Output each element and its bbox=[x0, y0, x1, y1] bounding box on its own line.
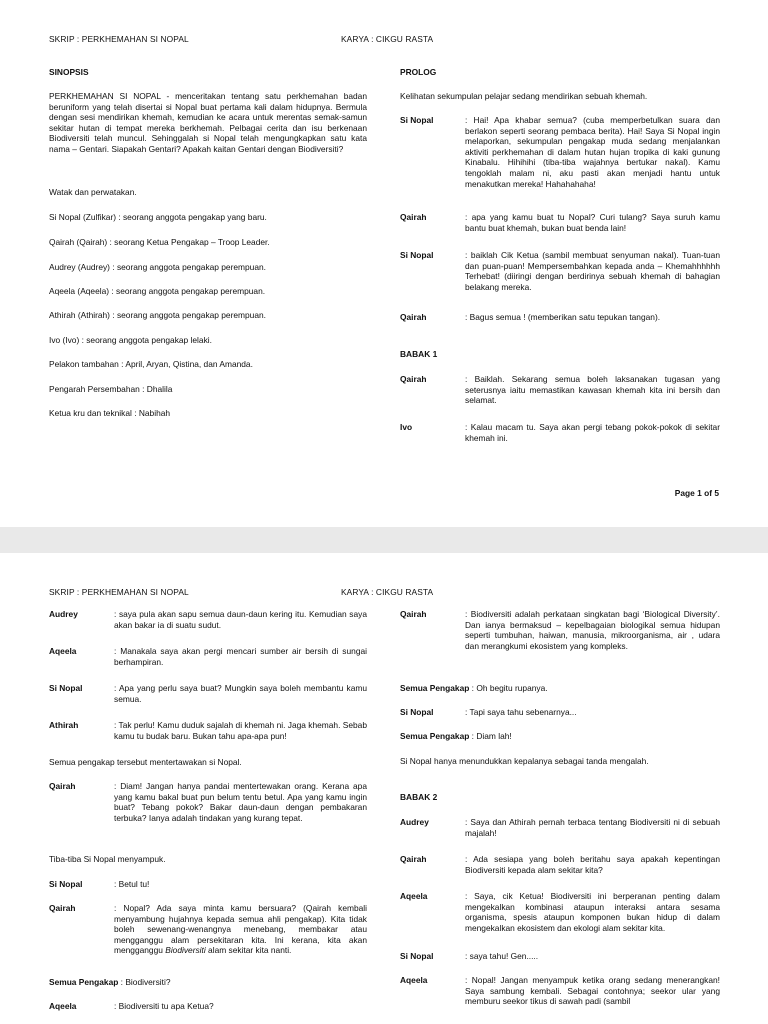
speaker-name: Qairah bbox=[400, 609, 427, 619]
babak-1-heading: BABAK 1 bbox=[400, 349, 438, 359]
character-list-intro: Watak dan perwatakan. bbox=[49, 187, 137, 197]
speech-text bbox=[114, 903, 367, 956]
speaker-name: Si Nopal bbox=[49, 683, 83, 693]
character-ivo: Ivo (Ivo) : seorang anggota pengakap lelaki. bbox=[49, 335, 212, 345]
dialogue-line bbox=[400, 975, 720, 1007]
speech-text: : saya pula akan sapu semua daun-daun kering itu. Kemudian saya akan bakar ia di suatu sudut. bbox=[114, 609, 367, 630]
page2-right-column bbox=[400, 609, 720, 1021]
header-script-title: SKRIP : PERKHEMAHAN SI NOPAL bbox=[49, 34, 189, 44]
crew-head: Ketua kru dan teknikal : Nabihah bbox=[49, 408, 171, 418]
dialogue-line bbox=[400, 817, 720, 838]
speaker-name: Ivo bbox=[400, 422, 413, 432]
speech-text: : Tak perlu! Kamu duduk sajalah di khemah ni. Jaga khemah. Sebab kamu tu budak baru. Bukan tahu apa-apa pun! bbox=[114, 720, 367, 741]
dialogue-line bbox=[400, 707, 720, 718]
header-author: KARYA : CIKGU RASTA bbox=[341, 587, 434, 597]
speaker-name: Si Nopal bbox=[400, 115, 434, 125]
dialogue-line bbox=[400, 683, 720, 694]
speech-text: : Biodiversiti adalah perkataan singkatan bagi ‘Biological Diversity’. Dan ianya bermaksud – kepelbagaian biologikal semua hidupan seperti tumbuhan, haiwan, manusia, mikroorganisma, air , udara dan merangkumi ekosistem yang kompleks. bbox=[465, 609, 720, 651]
speaker-name: Aqeela bbox=[49, 1001, 77, 1011]
dialogue-line bbox=[49, 781, 367, 823]
speech-text: : Baiklah. Sekarang semua boleh laksanakan tugasan yang seterusnya iaitu memastikan kawasan khemah kita ini bersih dan selamat. bbox=[465, 374, 720, 406]
dialogue-line bbox=[49, 683, 367, 704]
speech-text: : saya tahu! Gen..... bbox=[465, 951, 539, 961]
speaker-name: Qairah bbox=[400, 212, 427, 222]
speaker-name: Qairah bbox=[400, 374, 427, 384]
header-author: KARYA : CIKGU RASTA bbox=[341, 34, 434, 44]
speaker-name: Qairah bbox=[49, 903, 76, 913]
character-aqeela: Aqeela (Aqeela) : seorang anggota pengakap perempuan. bbox=[49, 286, 266, 296]
dialogue-line bbox=[400, 212, 720, 233]
speaker-name: Si Nopal bbox=[400, 951, 434, 961]
speaker-name: Si Nopal bbox=[400, 707, 434, 717]
extra-actors: Pelakon tambahan : April, Aryan, Qistina, dan Amanda. bbox=[49, 359, 253, 369]
dialogue-line bbox=[49, 720, 367, 741]
dialogue-line bbox=[400, 250, 720, 292]
speaker-name: Athirah bbox=[49, 720, 79, 730]
speaker-name: Aqeela bbox=[400, 975, 428, 985]
dialogue-line bbox=[400, 731, 720, 742]
speaker-name: Aqeela bbox=[49, 646, 77, 656]
dialogue-line bbox=[49, 1001, 367, 1012]
speaker-name: Qairah bbox=[400, 312, 427, 322]
dialogue-line bbox=[49, 609, 367, 630]
dialogue-line bbox=[400, 115, 720, 189]
dialogue-line bbox=[49, 977, 367, 988]
dialogue-line bbox=[400, 374, 720, 406]
dialogue-line bbox=[49, 646, 367, 667]
emphasis-biodiversiti: Biodiversiti bbox=[165, 945, 206, 956]
character-athirah: Athirah (Athirah) : seorang anggota pengakap perempuan. bbox=[49, 310, 266, 320]
dialogue-line bbox=[400, 891, 720, 933]
speech-text: : Diam lah! bbox=[469, 731, 512, 741]
speech-text: : Saya, cik Ketua! Biodiversiti ini berperanan penting dalam mengekalkan kombinasi ataupun interaksi antara sesama organisma, spesis ataupun komponen bukan hidup di dalam mengekalkan ekosistem dan ekologi alam sekitar kita. bbox=[465, 891, 720, 933]
dialogue-line bbox=[400, 854, 720, 875]
stage-direction: Semua pengakap tersebut mentertawakan si Nopal. bbox=[49, 757, 242, 767]
speaker-name: Si Nopal bbox=[400, 250, 434, 260]
speaker-name: Audrey bbox=[400, 817, 429, 827]
page2-left-column bbox=[49, 609, 367, 1021]
speech-text: : Tapi saya tahu sebenarnya... bbox=[465, 707, 577, 717]
dialogue-line bbox=[400, 609, 720, 651]
speech-text: : Betul tu! bbox=[114, 879, 150, 889]
speech-text: : Biodiversiti? bbox=[118, 977, 171, 987]
speech-text-part: : Nopal? Ada saya minta kamu bersuara? (Qairah kembali menyambung hujahnya kepada semua ahli pengakap). Kita tidak boleh sewenang-wenangnya menebang, membakar atau mengganggu alam persekitaran kita. Ini kerana, kita akan mengganggu bbox=[114, 903, 367, 956]
dialogue-line bbox=[400, 312, 720, 323]
speech-text: : Ada sesiapa yang boleh beritahu saya apakah kepentingan Biodiversiti kepada alam sekitar kita? bbox=[465, 854, 720, 875]
speech-text: : Oh begitu rupanya. bbox=[469, 683, 548, 693]
speech-text: : Nopal! Jangan menyampuk ketika orang sedang menerangkan! Saya sambung kembali. Sebagai contohnya; seekor ular yang memburu seekor tikus di sawah padi (sambil bbox=[465, 975, 720, 1007]
speech-text: : Bagus semua ! (memberikan satu tepukan tangan). bbox=[465, 312, 661, 322]
speaker-name: Semua Pengakap bbox=[400, 683, 470, 693]
prolog-heading: PROLOG bbox=[400, 67, 437, 77]
dialogue-line bbox=[400, 951, 720, 962]
prolog-column bbox=[400, 67, 720, 447]
director: Pengarah Persembahan : Dhalila bbox=[49, 384, 173, 394]
document-page-2 bbox=[0, 553, 768, 1024]
speaker-name: Audrey bbox=[49, 609, 78, 619]
stage-direction: Tiba-tiba Si Nopal menyampuk. bbox=[49, 854, 166, 864]
speech-text-part: alam sekitar kita nanti. bbox=[205, 945, 292, 956]
speaker-name: Semua Pengakap bbox=[400, 731, 470, 741]
header-script-title: SKRIP : PERKHEMAHAN SI NOPAL bbox=[49, 587, 189, 597]
speech-text: : apa yang kamu buat tu Nopal? Curi tulang? Saya suruh kamu bantu buat khemah, bukan buat benda lain! bbox=[465, 212, 720, 233]
synopsis-text: PERKHEMAHAN SI NOPAL - menceritakan tentang satu perkhemahan badan beruniform yang telah disertai si Nopal buat pertama kali dalam hidupnya. Bermula dengan sesi mendirikan khemah, kemudian ke acara untuk merentas semak-samun sekitar hutan di tempat mereka berkhemah. Pelbagai cerita dan isu berkenaan Biodiversiti telah muncul. Sehinggalah si Nopal telah mengungkapkan satu kata nama – Gentari. Siapakah Gentari? Apakah kaitan Gentari dengan Biodiversiti? bbox=[49, 91, 367, 154]
character-qairah: Qairah (Qairah) : seorang Ketua Pengakap – Troop Leader. bbox=[49, 237, 270, 247]
synopsis-column bbox=[49, 67, 367, 427]
speech-text: : Diam! Jangan hanya pandai mentertewakan orang. Kerana apa yang kamu bakal buat pun belum tentu betul. Apa yang kamu ingin buat? Tebang pokok? Bakar daun-daun dengan pembakaran terbuka? Ianya adalah tindakan yang kurang tepat. bbox=[114, 781, 367, 823]
page-number: Page 1 of 5 bbox=[674, 488, 719, 498]
speaker-name: Si Nopal bbox=[49, 879, 83, 889]
speech-text: : Apa yang perlu saya buat? Mungkin saya boleh membantu kamu semua. bbox=[114, 683, 367, 704]
speech-text: : Kalau macam tu. Saya akan pergi tebang pokok-pokok di sekitar khemah ini. bbox=[465, 422, 720, 443]
synopsis-heading: SINOPSIS bbox=[49, 67, 89, 77]
character-audrey: Audrey (Audrey) : seorang anggota pengakap perempuan. bbox=[49, 262, 266, 272]
dialogue-line bbox=[400, 422, 720, 443]
dialogue-line bbox=[49, 879, 367, 890]
speech-text: : Hai! Apa khabar semua? (cuba memperbetulkan suara dan berlakon seperti seorang pembaca berita). Hai! Saya Si Nopal ingin melaporkan, sekumpulan pengakap muda sedang menjalankan aktiviti perkhemahan di dalam hutan hujan tropika di kaki gunung Kinabalu. Hihihihi (tiba-tiba wajahnya bertukar nakal). Kamu tengoklah malam ni, aku pasti akan menjadi hantu untuk menakutkan mereka! Hahahahaha! bbox=[465, 115, 720, 189]
dialogue-line bbox=[49, 903, 367, 956]
speaker-name: Semua Pengakap bbox=[49, 977, 119, 987]
speaker-name: Qairah bbox=[400, 854, 427, 864]
prolog-intro: Kelihatan sekumpulan pelajar sedang mendirikan sebuah khemah. bbox=[400, 91, 648, 101]
speaker-name: Aqeela bbox=[400, 891, 428, 901]
stage-direction: Si Nopal hanya menundukkan kepalanya sebagai tanda mengalah. bbox=[400, 756, 649, 766]
speech-text: : Biodiversiti tu apa Ketua? bbox=[114, 1001, 214, 1011]
babak-2-heading: BABAK 2 bbox=[400, 792, 438, 802]
speech-text: : Manakala saya akan pergi mencari sumber air bersih di sungai berhampiran. bbox=[114, 646, 367, 667]
character-nopal: Si Nopal (Zulfikar) : seorang anggota pengakap yang baru. bbox=[49, 212, 267, 222]
speech-text: : baiklah Cik Ketua (sambil membuat senyuman nakal). Tuan-tuan dan puan-puan! Mempersembahkan kepada anda – Khemahhhhhh Terhebat! (diiringi dengan berdirinya sebuah khemah di bahagian belakang mereka. bbox=[465, 250, 720, 292]
page-gap bbox=[0, 527, 768, 553]
speaker-name: Qairah bbox=[49, 781, 76, 791]
speech-text: : Saya dan Athirah pernah terbaca tentang Biodiversiti ni di sebuah majalah! bbox=[465, 817, 720, 838]
